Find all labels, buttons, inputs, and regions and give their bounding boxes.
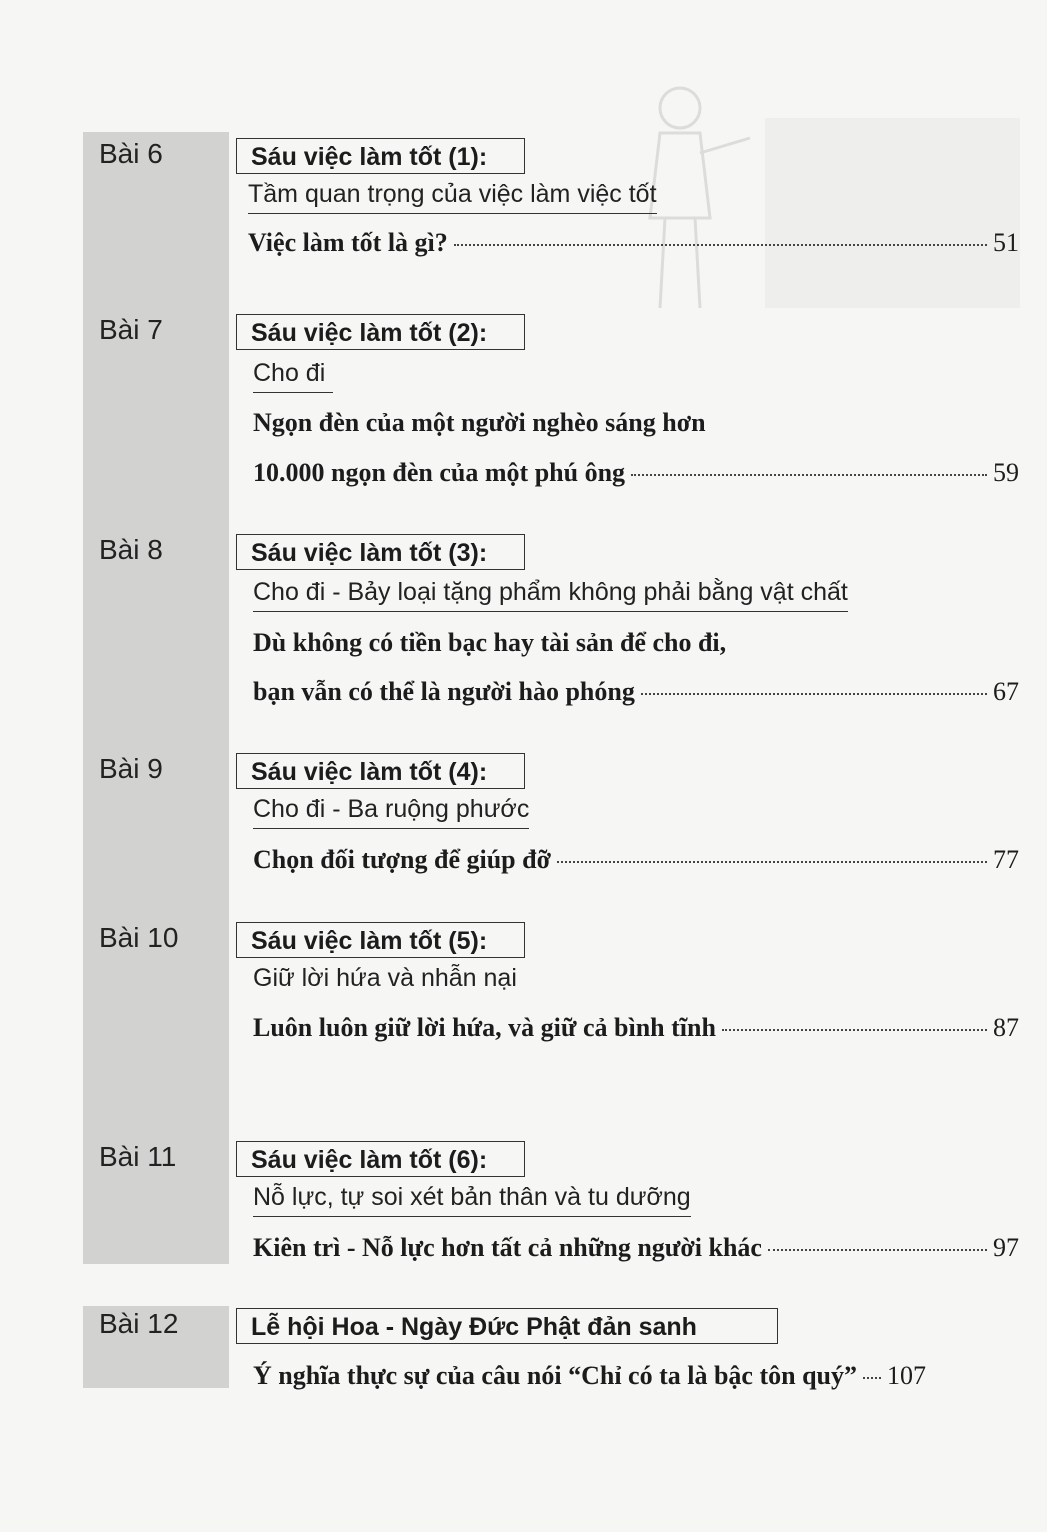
toc-entry[interactable] — [253, 1233, 1019, 1263]
lesson-title-box: Lễ hội Hoa - Ngày Đức Phật đản sanh — [236, 1308, 778, 1344]
dot-leader — [768, 1249, 987, 1251]
page-number: 107 — [887, 1361, 927, 1390]
lesson-subtitle: Tầm quan trọng của việc làm việc tốt — [248, 180, 657, 214]
toc-entry-line: Dù không có tiền bạc hay tài sản để cho đi, — [253, 628, 727, 657]
dot-leader — [863, 1377, 881, 1379]
lesson-subtitle: Nỗ lực, tự soi xét bản thân và tu dưỡng — [253, 1183, 691, 1217]
page-number: 77 — [993, 845, 1019, 874]
toc-entry-line: Ngọn đèn của một người nghèo sáng hơn — [253, 408, 706, 437]
lesson-label: Bài 7 — [99, 314, 163, 345]
person-illustration-icon — [640, 78, 760, 318]
toc-entry[interactable] — [253, 1013, 1019, 1043]
toc-entry-title: Kiên trì - Nỗ lực hơn tất cả những người khác — [253, 1233, 762, 1262]
lesson-title-box: Sáu việc làm tốt (5): — [236, 922, 525, 958]
lesson-subtitle: Cho đi - Bảy loại tặng phẩm không phải bằng vật chất — [253, 578, 848, 612]
page-number: 97 — [993, 1233, 1019, 1262]
page-number: 87 — [993, 1013, 1019, 1042]
lesson-subtitle: Cho đi — [253, 359, 333, 393]
dot-leader — [557, 861, 987, 863]
lesson-title-box: Sáu việc làm tốt (1): — [236, 138, 525, 174]
toc-entry[interactable] — [248, 228, 1019, 258]
dot-leader — [641, 693, 987, 695]
page-number: 59 — [993, 458, 1019, 487]
dot-leader — [454, 244, 987, 246]
bleed-through-panel — [765, 118, 1020, 308]
toc-entry-title: bạn vẫn có thể là người hào phóng — [253, 677, 635, 706]
lesson-label: Bài 6 — [99, 138, 163, 169]
lesson-title-box: Sáu việc làm tốt (3): — [236, 534, 525, 570]
lesson-sidebar-band — [83, 132, 229, 1264]
lesson-title-box: Sáu việc làm tốt (6): — [236, 1141, 525, 1177]
lesson-subtitle: Giữ lời hứa và nhẫn nại — [253, 964, 517, 992]
toc-entry[interactable] — [253, 677, 1019, 707]
toc-entry[interactable] — [253, 845, 1019, 875]
page-number: 67 — [993, 677, 1019, 706]
lesson-label: Bài 8 — [99, 534, 163, 565]
lesson-label: Bài 11 — [99, 1141, 177, 1172]
lesson-title-box: Sáu việc làm tốt (4): — [236, 753, 525, 789]
lesson-label: Bài 10 — [99, 922, 179, 953]
toc-entry-title: Việc làm tốt là gì? — [248, 228, 448, 257]
toc-entry[interactable] — [253, 458, 1019, 488]
lesson-title-box: Sáu việc làm tốt (2): — [236, 314, 525, 350]
page-number: 51 — [993, 228, 1019, 257]
toc-entry-title: Luôn luôn giữ lời hứa, và giữ cả bình tĩnh — [253, 1013, 716, 1042]
dot-leader — [722, 1029, 987, 1031]
dot-leader — [631, 474, 987, 476]
lesson-label: Bài 9 — [99, 753, 163, 784]
toc-entry-title: 10.000 ngọn đèn của một phú ông — [253, 458, 626, 487]
toc-entry-title: Ý nghĩa thực sự của câu nói “Chỉ có ta là bậc tôn quý” — [253, 1361, 858, 1390]
toc-entry-title: Chọn đối tượng để giúp đỡ — [253, 845, 551, 874]
lesson-label: Bài 12 — [99, 1308, 179, 1339]
lesson-subtitle: Cho đi - Ba ruộng phước — [253, 795, 529, 829]
toc-entry[interactable] — [253, 1361, 1019, 1391]
